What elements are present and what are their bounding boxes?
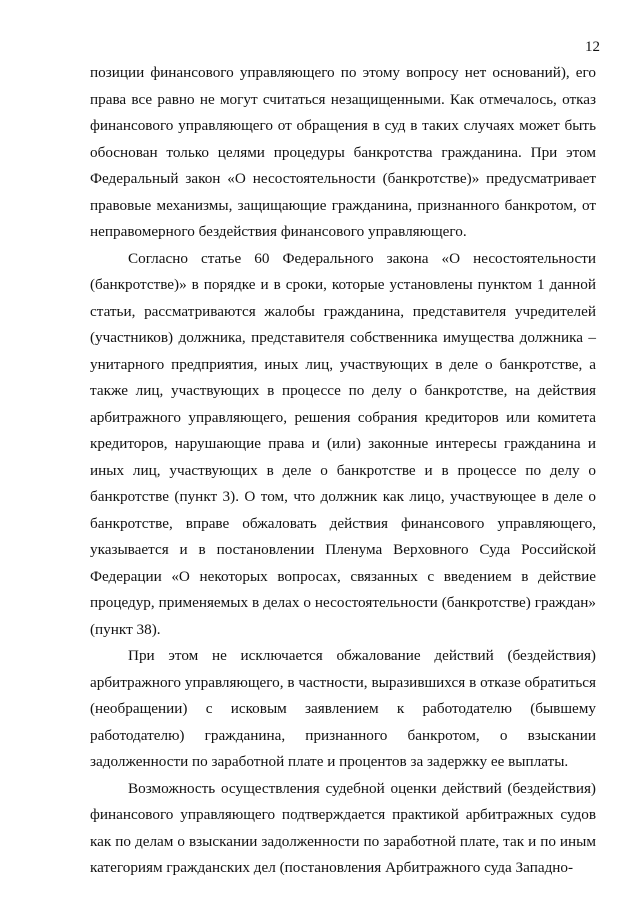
paragraph-4: Возможность осуществления судебной оценки действий (бездействия) финансового управляющего подтверждается практикой арбитражных судов как по делам о взыскании задолженности по заработной плате, так и по иным категориям гражданских дел (постановления Арбитражного суда Западно- xyxy=(90,779,596,876)
document-body xyxy=(90,60,596,882)
paragraph-3: При этом не исключается обжалование действий (бездействия) арбитражного управляющего, в частности, выразившихся в отказе обратиться (необращении) с исковым заявлением к работодателю (бывшему работодателю) гражданина, признанного банкротом, о взыскании задолженности по заработной плате и процентов за задержку ее выплаты. xyxy=(90,647,596,770)
paragraph-1: позиции финансового управляющего по этому вопросу нет оснований), его права все равно не могут считаться незащищенными. Как отмечалось, отказ финансового управляющего от обращения в суд в таких случаях может быть обоснован только целями процедуры банкротства гражданина. При этом Федеральный закон «О несостоятельности (банкротстве)» предусматривает правовые механизмы, защищающие гражданина, признанного банкротом, от неправомерного бездействия финансового управляющего. xyxy=(90,64,596,240)
paragraph-2: Согласно статье 60 Федерального закона «О несостоятельности (банкротстве)» в порядке и в сроки, которые установлены пунктом 1 данной статьи, рассматриваются жалобы гражданина, представителя учредителей (участников) должника, представителя собственника имущества должника – унитарного предприятия, иных лиц, участвующих в деле о банкротстве, а также лиц, участвующих в процессе по делу о банкротстве, на действия арбитражного управляющего, решения собрания кредиторов или комитета кредиторов, нарушающие права и (или) законные интересы гражданина и иных лиц, участвующих в деле о банкротстве и в процессе по делу о банкротстве (пункт 3). О том, что должник как лицо, участвующее в деле о банкротстве, вправе обжаловать действия финансового управляющего, указывается и в постановлении Пленума Верховного Суда Российской Федерации «О некоторых вопросах, связанных с введением в действие процедур, применяемых в делах о несостоятельности (банкротстве) граждан» (пункт 38). xyxy=(90,249,596,638)
page-number: 12 xyxy=(585,39,600,55)
